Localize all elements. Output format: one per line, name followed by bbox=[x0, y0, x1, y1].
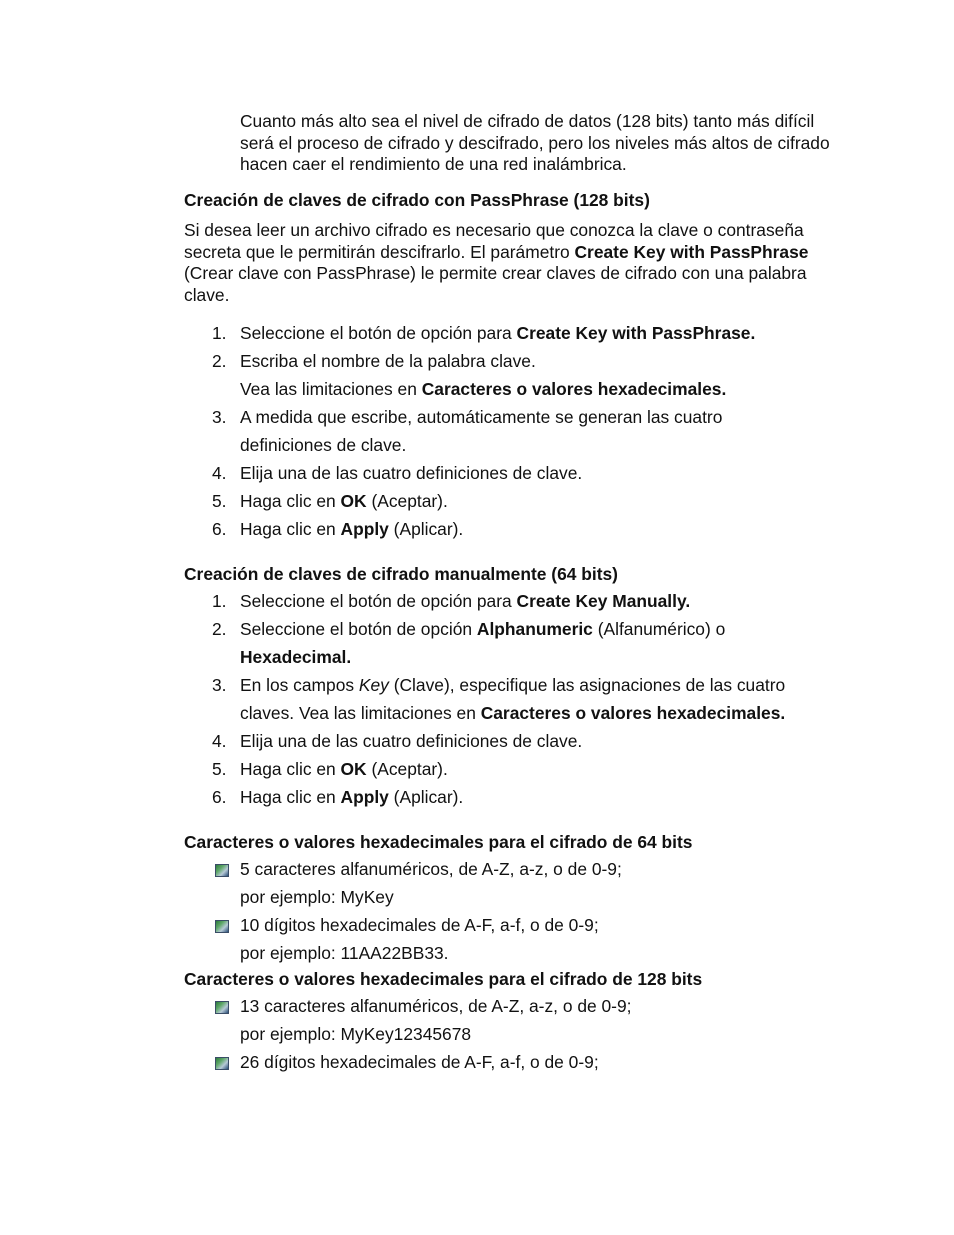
section-heading-64bit: Caracteres o valores hexadecimales para el cifrado de 64 bits bbox=[184, 832, 693, 852]
bullet-text: 13 caracteres alfanuméricos, de A-Z, a-z, o de 0-9; bbox=[240, 996, 632, 1016]
bullet-square-icon bbox=[215, 1057, 229, 1070]
step-number: 2. bbox=[212, 351, 227, 371]
text: (Aplicar). bbox=[388, 519, 464, 539]
text: claves. Vea las limitaciones en bbox=[240, 703, 481, 723]
bold-term: Apply bbox=[340, 519, 389, 539]
step-number: 5. bbox=[212, 491, 227, 511]
intro-paragraph: Cuanto más alto sea el nivel de cifrado de datos (128 bits) tanto más difícil será el proceso de cifrado y descifrado, pero los niveles más altos de cifrado hacen caer el rendimiento de una red inalámbrica. bbox=[240, 111, 830, 174]
bullet-text: 5 caracteres alfanuméricos, de A-Z, a-z, o de 0-9; bbox=[240, 859, 622, 879]
step-text bbox=[240, 618, 725, 640]
step-number: 4. bbox=[212, 463, 227, 483]
bullet-text: 26 dígitos hexadecimales de A-F, a-f, o de 0-9; bbox=[240, 1052, 599, 1072]
step-number: 1. bbox=[212, 591, 227, 611]
bullet-example: por ejemplo: 11AA22BB33. bbox=[240, 943, 449, 963]
text: Seleccione el botón de opción para bbox=[240, 323, 517, 343]
text: (Aceptar). bbox=[366, 491, 448, 511]
section-heading-passphrase: Creación de claves de cifrado con PassPhrase (128 bits) bbox=[184, 190, 650, 210]
text: Vea las limitaciones en bbox=[240, 379, 422, 399]
text: Haga clic en bbox=[240, 491, 341, 511]
text: Seleccione el botón de opción bbox=[240, 619, 477, 639]
step-number: 2. bbox=[212, 619, 227, 639]
text: (Aplicar). bbox=[388, 787, 464, 807]
text: (Crear clave con PassPhrase) le permite crear claves de cifrado con una palabra clave. bbox=[184, 263, 807, 305]
bullet-square-icon bbox=[215, 1001, 229, 1014]
step-number: 5. bbox=[212, 759, 227, 779]
bold-term: Caracteres o valores hexadecimales. bbox=[421, 379, 727, 399]
bold-term: Caracteres o valores hexadecimales. bbox=[480, 703, 786, 723]
bullet-square-icon bbox=[215, 920, 229, 933]
step-number: 4. bbox=[212, 731, 227, 751]
text: Haga clic en bbox=[240, 759, 341, 779]
bullet-square-icon bbox=[215, 864, 229, 877]
step-text bbox=[240, 518, 463, 540]
step-text bbox=[240, 758, 448, 780]
bold-term: OK bbox=[340, 491, 367, 511]
step-text: Escriba el nombre de la palabra clave. bbox=[240, 351, 536, 371]
step-text bbox=[240, 590, 690, 612]
step-text-cont bbox=[240, 646, 351, 668]
text: Haga clic en bbox=[240, 519, 341, 539]
step-number: 3. bbox=[212, 675, 227, 695]
step-number: 6. bbox=[212, 519, 227, 539]
text: Seleccione el botón de opción para bbox=[240, 591, 517, 611]
bullet-example: por ejemplo: MyKey bbox=[240, 887, 394, 907]
bold-term: Apply bbox=[340, 787, 389, 807]
step-number: 1. bbox=[212, 323, 227, 343]
text: Haga clic en bbox=[240, 787, 341, 807]
step-note bbox=[240, 378, 726, 400]
step-text: Elija una de las cuatro definiciones de clave. bbox=[240, 463, 583, 483]
step-number: 3. bbox=[212, 407, 227, 427]
bold-term: Create Key with PassPhrase bbox=[574, 241, 809, 262]
section-heading-128bit: Caracteres o valores hexadecimales para el cifrado de 128 bits bbox=[184, 969, 703, 989]
step-text bbox=[240, 322, 755, 344]
bold-term: OK bbox=[340, 759, 367, 779]
bold-term: Create Key with PassPhrase. bbox=[516, 323, 756, 343]
passphrase-paragraph bbox=[184, 220, 824, 306]
bullet-text: 10 dígitos hexadecimales de A-F, a-f, o de 0-9; bbox=[240, 915, 599, 935]
bold-term: Create Key Manually. bbox=[516, 591, 691, 611]
bold-term: Alphanumeric bbox=[476, 619, 593, 639]
step-text bbox=[240, 786, 463, 808]
italic-term: Key bbox=[358, 675, 389, 695]
text: (Aceptar). bbox=[366, 759, 448, 779]
step-text bbox=[240, 674, 785, 696]
text: (Alfanumérico) o bbox=[592, 619, 726, 639]
text: (Clave), especifique las asignaciones de las cuatro bbox=[388, 675, 786, 695]
step-text: Elija una de las cuatro definiciones de clave. bbox=[240, 731, 583, 751]
section-heading-manual: Creación de claves de cifrado manualmente (64 bits) bbox=[184, 564, 618, 584]
text: En los campos bbox=[240, 675, 359, 695]
step-text-cont: definiciones de clave. bbox=[240, 435, 407, 455]
step-text: A medida que escribe, automáticamente se generan las cuatro bbox=[240, 407, 723, 427]
step-text bbox=[240, 490, 448, 512]
bold-term: Hexadecimal. bbox=[240, 647, 352, 667]
bullet-example: por ejemplo: MyKey12345678 bbox=[240, 1024, 472, 1044]
step-text-cont bbox=[240, 702, 785, 724]
text: Si desea leer un archivo cifrado es necesario que conozca la clave o contraseña secreta que le permitirán descifrarlo. El parámetro bbox=[184, 220, 804, 262]
step-number: 6. bbox=[212, 787, 227, 807]
